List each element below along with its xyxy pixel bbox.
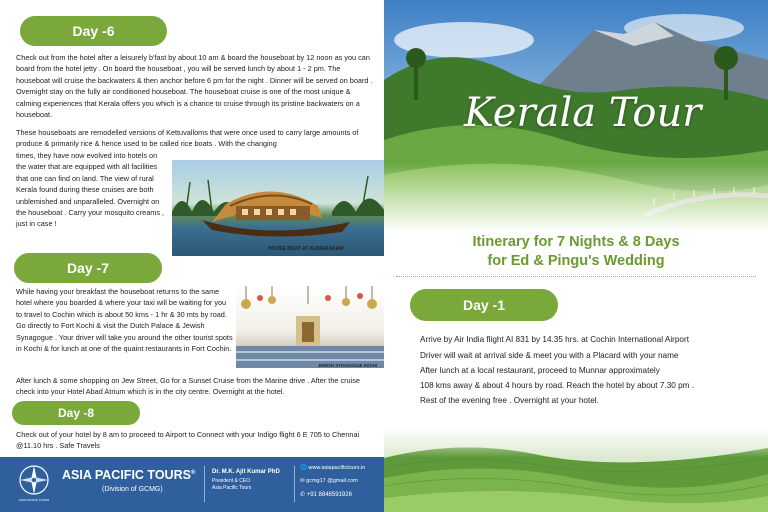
website-row xyxy=(300,465,365,471)
hero-title: Kerala Tour xyxy=(464,90,702,136)
compass-logo-icon xyxy=(14,462,54,506)
footer-divider-2 xyxy=(294,466,295,502)
day-1-line-3: After lunch at a local restaurant, proceed to Munnar approximately xyxy=(420,366,660,375)
day-1-line-1: Arrive by Air India flight AI 831 by 14.35 hrs. at Cochin International Airport xyxy=(420,335,689,344)
day-6-text: Check out from the hotel after a leisurely b'fast by about 10 am & board the houseboat by 12 noon as you can board from the hotel jetty . On board the houseboat , you will be served lunch by about 1 - 2 pm. The houseboat will cruise the backwaters & then anchor before 6 pm for the night . Dinner will be served on board . Overnight stay on the fully air conditioned houseboat. The houseboat cruise is one of the most unique & calming experiences that Kerala offers you which is a chance to cruise through its pristine backwaters on a houseboat. xyxy=(16,53,373,120)
company-name: ASIA PACIFIC TOURS® xyxy=(62,468,196,482)
itinerary-subtitle-1: Itinerary for 7 Nights & 8 Days xyxy=(472,234,680,250)
company-division: (Division of GCMG) xyxy=(102,486,163,493)
day-6-text-3: times, they have now evolved into hotels on the water that are equipped with all facilities that one can find on land. The view of rural Kerala found during these cruises are both unblemished and unparalleled. Overnight on the houseboat . Carry your mosquito creams , just in case ! xyxy=(16,151,165,229)
right-page xyxy=(384,0,768,512)
contact-person: Dr. M.K. Ajit Kumar PhD xyxy=(212,469,280,475)
phone-row xyxy=(300,491,352,498)
email-link[interactable]: gcmg17 @gmail.com xyxy=(306,478,358,484)
day-1-line-5: Rest of the evening free . Overnight at your hotel. xyxy=(420,396,599,405)
itinerary-subtitle-2: for Ed & Pingu's Wedding xyxy=(487,253,665,269)
contact-role-2: Asia Pacific Tours xyxy=(212,485,252,491)
day-1-heading: Day -1 xyxy=(410,289,558,321)
day-1-line-4: 108 kms away & about 4 hours by road. Reach the hotel by about 7.30 pm . xyxy=(420,381,694,390)
houseboat-caption: HOUSE BOAT AT KUMARAKAM xyxy=(268,246,344,252)
day-7-text-2: After lunch & some shopping on Jew Street, Go for a Sunset Cruise from the Marine drive . After the cruise check into your Hotel Abad Atrium which is in the city centre. Overnight at the hotel. xyxy=(16,376,360,397)
globe-icon: 🌐 xyxy=(300,465,307,471)
footer-divider-1 xyxy=(204,466,205,502)
divider-line xyxy=(396,276,756,277)
whatsapp-icon: ✆ xyxy=(300,492,306,498)
footer xyxy=(0,457,384,512)
tea-hills-photo xyxy=(384,428,768,512)
email-row xyxy=(300,478,358,484)
synagogue-caption: JEWISH SYNAGOGUE KOCHI xyxy=(318,363,378,368)
registered-mark: ® xyxy=(190,469,196,476)
day-7-heading: Day -7 xyxy=(14,253,162,283)
contact-role-1: President & CEO xyxy=(212,478,251,484)
day-7-text: While having your breakfast the houseboat returns to the same hotel where you boarded & where your taxi will be waiting for you to travel to Cochin which is about 50 kms - 1 hr & 30 mts by road. Go directly to Fort Kochi & visit the Dutch Palace & Jewish Synagogue . Your driver will take you around the other tourist spots in Kochi & for lunch at one of the quaint restaurants in Fort Cochin. xyxy=(16,287,233,354)
munnar-hero-photo xyxy=(384,0,768,232)
synagogue-photo xyxy=(236,286,384,368)
day-8-heading: Day -8 xyxy=(12,401,140,425)
phone-link[interactable]: +91 8848591926 xyxy=(306,492,352,498)
day-6-text-2: These houseboats are remodelled versions of Kettuvalloms that were once used to carry large amounts of produce & primarily rice & hence used to be called rice boats . With the changing xyxy=(16,128,359,149)
compass-logo-text: ASIA PACIFIC TOURS xyxy=(18,498,50,502)
website-link[interactable]: www.asiapacifictours.in xyxy=(308,465,366,471)
day-8-text: Check out of your hotel by 8 am to proceed to Airport to Connect with your Indigo flight 6 E 705 to Chennai @11.10 hrs . Safe Travels xyxy=(16,430,360,451)
houseboat-photo xyxy=(172,160,384,256)
email-icon: ✉ xyxy=(300,478,305,484)
day-1-line-2: Driver will wait at arrival side & meet you with a Placard with your name xyxy=(420,351,679,360)
day-6-heading: Day -6 xyxy=(20,16,167,46)
